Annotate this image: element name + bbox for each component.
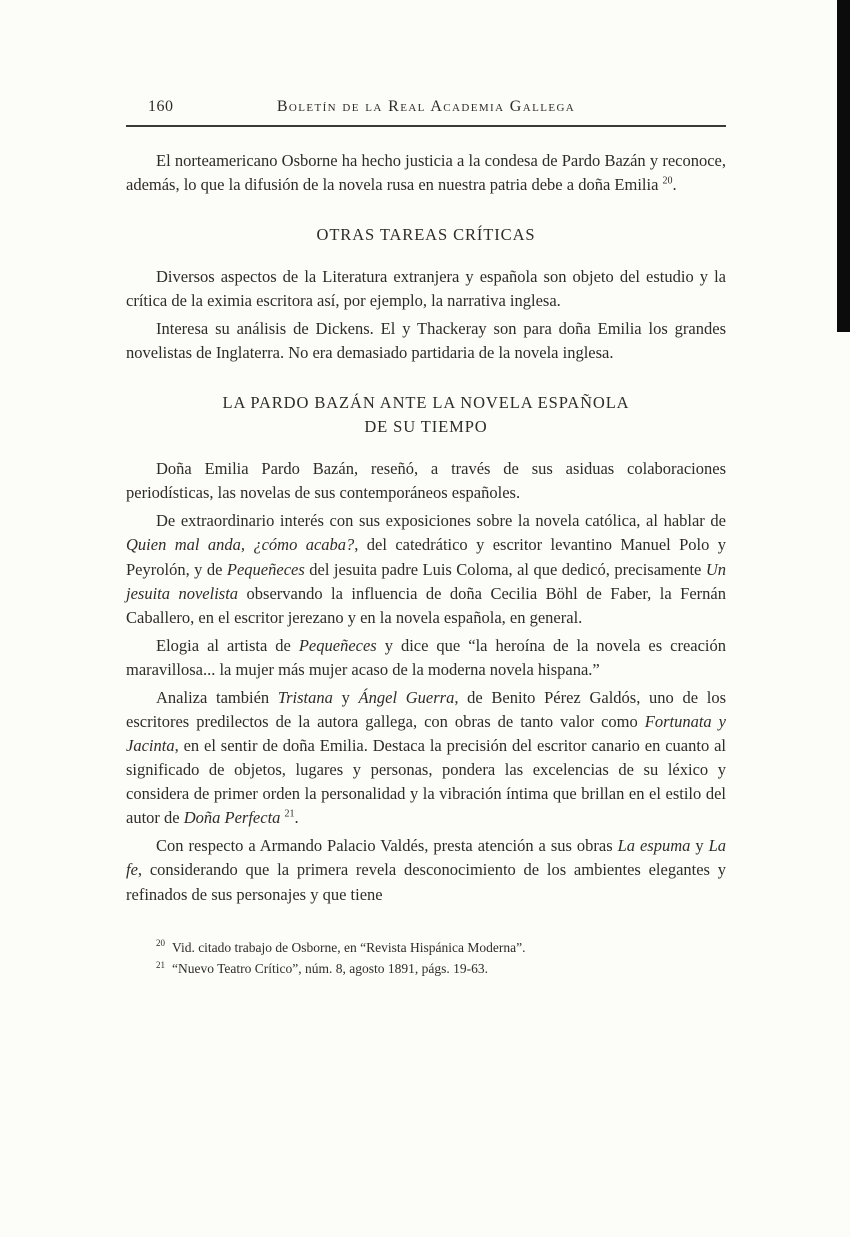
section-heading-line: OTRAS TAREAS CRÍTICAS [316, 225, 536, 245]
text-run: Diversos aspectos de la Literatura extranjera y española son objeto del estudio y la crítica de la eximia escritora así, por ejemplo, la narrativa inglesa. [126, 267, 726, 311]
footnote: $^{20}$ Vid. citado trabajo de Osborne, en “Revista Hispánica Moderna”. [156, 938, 526, 955]
section-heading [126, 391, 726, 439]
italic-title: Pequeñeces [298, 635, 377, 655]
text-run: Interesa su análisis de Dickens. El y Thackeray son para doña Emilia los grandes novelistas de Inglaterra. No era demasiado partidaria de la novela inglesa. [126, 319, 726, 363]
text-run: , del catedrático y escritor levantino Manuel Polo y Peyrolón, y de [126, 535, 726, 579]
text-run: y [690, 836, 709, 856]
text-run: . [294, 808, 299, 828]
text-run: y [332, 687, 359, 707]
italic-title: Pequeñeces [226, 559, 305, 579]
text-run: y dice que “la heroína de la novela es creación maravillosa... la mujer más mujer acaso de la moderna novela hispana.” [126, 635, 726, 679]
text-run: Doña Emilia Pardo Bazán, reseñó, a través de sus asiduas colaboraciones periodísticas, las novelas de sus contemporáneos españoles. [126, 459, 726, 503]
italic-title: Tristana [277, 687, 333, 707]
italic-title: La fe [126, 836, 726, 880]
text-run: , considerando que la primera revela desconocimiento de los ambientes elegantes y refinados de sus personajes y que tiene [126, 860, 726, 904]
italic-title: Un jesuita novelista [126, 559, 726, 603]
italic-title: Doña Perfecta [183, 808, 281, 828]
footnote-reference: 21 [284, 808, 295, 820]
paragraph [126, 634, 726, 682]
page-number: 160 [148, 98, 174, 115]
paragraph [126, 265, 726, 313]
running-header [126, 98, 726, 127]
italic-title: Ángel Guerra [358, 687, 455, 707]
section-heading-line: DE SU TIEMPO [364, 417, 488, 437]
footnote-marker: 21 [156, 959, 165, 970]
journal-title: Boletín de la Real Academia Gallega [276, 98, 576, 115]
italic-title: Fortunata y Jacinta [126, 712, 726, 756]
paragraph [126, 509, 726, 629]
text-run: El norteamericano Osborne ha hecho justicia a la condesa de Pardo Bazán y reconoce, además, lo que la difusión de la novela rusa en nuestra patria debe a doña Emilia [126, 151, 726, 195]
section-heading-line: LA PARDO BAZÁN ANTE LA NOVELA ESPAÑOLA [222, 393, 630, 413]
section-heading [126, 223, 726, 247]
paragraph [126, 834, 726, 906]
text-run: observando la influencia de doña Cecilia Böhl de Faber, la Fernán Caballero, en el escritor jerezano y en la novela española, en general. [126, 583, 726, 627]
paragraph [126, 149, 726, 197]
footnotes [126, 937, 726, 980]
text-run: del jesuita padre Luis Coloma, al que dedicó, precisamente [304, 559, 706, 579]
text-run: Con respecto a Armando Palacio Valdés, presta atención a sus obras [156, 836, 618, 856]
text-run: Analiza también [156, 687, 278, 707]
footnote-marker: 20 [156, 938, 165, 949]
text-run: . [672, 175, 677, 195]
scan-edge-artifact [837, 0, 850, 332]
text-run: , en el sentir de doña Emilia. Destaca la precisión del escritor canario en cuanto al significado de objetos, lugares y personas, pondera las excelencias de su léxico y considera de primer orden la personalidad y la vibración íntima que brillan en el estilo del autor de [126, 736, 726, 828]
text-run: Elogia al artista de [156, 635, 299, 655]
text-run: De extraordinario interés con sus exposiciones sobre la novela católica, al hablar de [156, 511, 726, 531]
paragraph [126, 317, 726, 365]
italic-title: La espuma [617, 836, 691, 856]
paragraph [126, 686, 726, 830]
footnote: $^{21}$ “Nuevo Teatro Crítico”, núm. 8, agosto 1891, págs. 19-63. [156, 959, 488, 977]
page-body [126, 149, 726, 907]
paragraph [126, 457, 726, 505]
footnote-reference: 20 [662, 175, 673, 187]
italic-title: Quien mal anda, ¿cómo acaba? [126, 535, 355, 555]
text-run: , de Benito Pérez Galdós, uno de los escritores predilectos de la autora gallega, con obras de tanto valor como [126, 687, 726, 732]
